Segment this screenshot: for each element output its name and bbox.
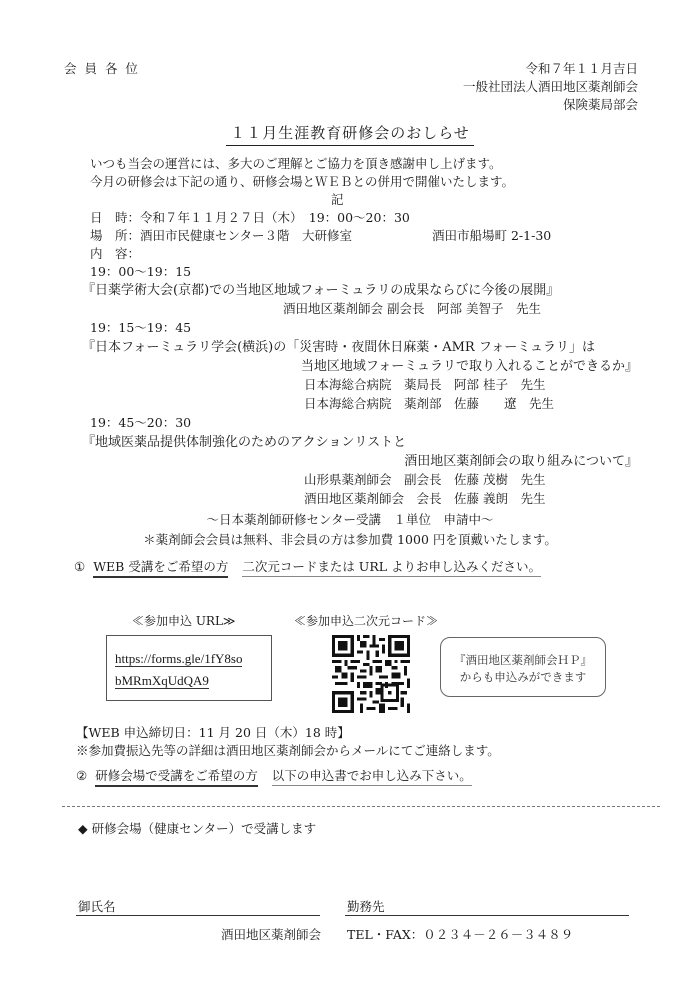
contact-organization: 酒田地区薬剤師会 (221, 927, 322, 942)
venue-section-heading (76, 770, 472, 783)
hp-line-1: 『酒田地区薬剤師会ＨＰ』 (454, 653, 592, 667)
hp-signup-note (440, 637, 606, 697)
venue-attendance-option[interactable]: ◆ 研修会場（健康センター）で受講します (78, 821, 317, 836)
session-2-time: 19：15～19：45 (90, 320, 192, 335)
session-2-speaker-2: 日本海総合病院 薬剤部 佐藤 遼 先生 (304, 396, 555, 411)
content-label: 内 容： (90, 246, 141, 261)
qr-label: ≪参加申込二次元コード≫ (294, 614, 439, 628)
signup-url-line-1[interactable]: https://forms.gle/1fY8so (115, 651, 243, 666)
ki-marker: 記 (331, 192, 344, 207)
qr-code-icon[interactable] (332, 635, 410, 713)
page-title (0, 126, 700, 141)
payment-note: ※参加費振込先等の詳細は酒田地区薬剤師会からメールにてご連絡します。 (76, 743, 500, 758)
web-heading: WEB 受講をご希望の方 (93, 559, 228, 578)
url-label: ≪参加申込 URL≫ (132, 614, 236, 628)
workplace-input-line[interactable] (345, 915, 629, 916)
issue-date: 令和７年１１月吉日 (525, 61, 638, 76)
intro-line-1: いつも当会の運営には、多大のご理解とご協力を頂き感謝申し上げます。 (90, 156, 502, 171)
intro-line-2: 今月の研修会は下記の通り、研修会場とＷＥＢとの併用で開催いたします。 (90, 174, 515, 189)
web-number: ① (74, 559, 86, 574)
cut-line-divider (62, 806, 660, 807)
session-3-title-line-2: 酒田地区薬剤師会の取り組みについて』 (404, 454, 638, 469)
session-3-title-line-1: 『地域医薬品提供体制強化のためのアクションリストと (82, 435, 407, 450)
fee-note: ＊薬剤師会会員は無料、非会員の方は参加費 1000 円を頂戴いたします。 (143, 532, 557, 547)
addressee: 会 員 各 位 (64, 61, 140, 76)
url-box (106, 635, 272, 701)
signup-url-line-2[interactable]: bMRmXqUdQA9 (115, 673, 209, 688)
venue-number: ② (76, 768, 88, 783)
session-3-speaker-2: 酒田地区薬剤師会 会長 佐藤 義朗 先生 (304, 491, 546, 506)
organization-name: 一般社団法人酒田地区薬剤師会 (462, 79, 638, 94)
name-input-line[interactable] (76, 915, 320, 916)
name-label: 御氏名 (78, 899, 116, 914)
web-deadline: 【WEB 申込締切日：11 月 20 日（木）18 時】 (76, 725, 350, 740)
datetime: 日 時：令和７年１１月２７日（木） 19：00～20：30 (90, 210, 410, 225)
session-1-title: 『日薬学術大会(京都)での当地区地域フォーミュラリの成果ならびに今後の展開』 (82, 283, 560, 298)
hp-line-2: からも申込みができます (459, 669, 587, 684)
workplace-label: 勤務先 (347, 899, 385, 914)
title-text: １１月生涯教育研修会のおしらせ (226, 124, 474, 146)
session-2-title-line-2: 当地区地域フォーミュラリで取り入れることができるか』 (300, 359, 638, 374)
session-1-speaker: 酒田地区薬剤師会 副会長 阿部 美智子 先生 (283, 301, 541, 316)
credit-note: ～日本薬剤師研修センター受講 １単位 申請中～ (206, 512, 494, 527)
session-3-time: 19：45～20：30 (90, 415, 192, 430)
place: 場 所：酒田市民健康センター３階 大研修室 (90, 228, 353, 243)
session-1-time: 19：00～19：15 (90, 264, 192, 279)
contact-tel-fax: TEL・FAX：０２３４－２６－３４８９ (347, 927, 574, 942)
venue-heading: 研修会場で受講をご希望の方 (95, 768, 258, 787)
session-3-speaker-1: 山形県薬剤師会 副会長 佐藤 茂樹 先生 (304, 472, 546, 487)
address: 酒田市船場町 2-1-30 (432, 228, 552, 243)
session-2-title-line-1: 『日本フォーミュラリ学会(横浜)の「災害時・夜間休日麻薬・AMR フォーミュラリ」は (82, 340, 595, 355)
web-instruction: 二次元コードまたは URL よりお申し込みください。 (242, 559, 541, 577)
session-2-speaker-1: 日本海総合病院 薬局長 阿部 桂子 先生 (304, 377, 546, 392)
web-section-heading (74, 561, 541, 574)
department-name: 保険薬局部会 (562, 97, 638, 112)
venue-instruction: 以下の申込書でお申し込み下さい。 (272, 768, 472, 786)
